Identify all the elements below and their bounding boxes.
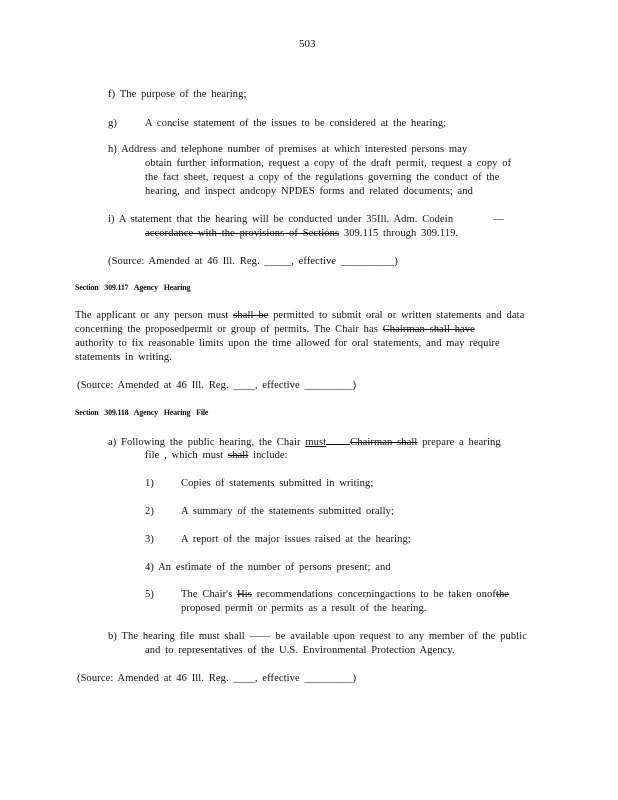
struck-text: the: [495, 589, 510, 600]
source-note-1: [108, 255, 398, 268]
item-i-dash: —: [493, 214, 504, 225]
source-effective: , effective: [254, 380, 300, 391]
source-note-2: [77, 379, 356, 392]
list-item-3-text: A report of the major issues raised at the hearing;: [181, 534, 411, 545]
text: file , which must: [145, 450, 228, 461]
struck-text: Chairman shall have: [382, 324, 475, 335]
item-i-text: i) A statement that the hearing will be conducted under 35Ill. Adm. Codein: [108, 214, 454, 225]
source-note-3: [77, 672, 356, 685]
section-118-heading: Section 309.118 Agency Hearing File: [75, 408, 209, 417]
list-item-5-line2: proposed permit or permits as a result of the hearing.: [181, 603, 427, 614]
section-117-line3: authority to fix reasonable limits upon the time allowed for oral statements, and may require: [75, 338, 500, 349]
item-i-line1: [108, 213, 504, 226]
item-h-line3: the fact sheet, request a copy of the regulations governing the conduct of the: [145, 172, 500, 183]
list-item-2-text: A summary of the statements submitted orally;: [181, 506, 395, 517]
item-f: f) The purpose of the hearing;: [108, 89, 247, 100]
item-i-line2: [145, 227, 458, 240]
inserted-text: must: [305, 437, 327, 448]
page-number: 503: [299, 38, 316, 50]
section-117-heading: Section 309.117 Agency Hearing: [75, 283, 191, 292]
list-item-4: 4) An estimate of the number of persons present; and: [145, 562, 391, 573]
section-118-b-line2: and to representatives of the U.S. Environmental Protection Agency.: [145, 645, 455, 656]
source-label: (Source: Amended at 46 Ill. Reg.: [108, 256, 260, 267]
list-item-5-line1: [181, 588, 509, 601]
text: The applicant or any person must: [75, 310, 234, 321]
text: recommendations concerningactions to be taken onof: [251, 589, 496, 600]
section-118-a-line1: [108, 435, 501, 449]
section-117-line1: [75, 309, 524, 322]
struck-text: Chairman shall: [350, 437, 418, 448]
list-item-1-label: 1): [145, 478, 154, 489]
item-h-line2: obtain further information, request a copy of the draft permit, request a copy of: [145, 158, 512, 169]
source-effective: , effective: [254, 673, 300, 684]
text: The Chair's: [181, 589, 238, 600]
item-i-sections: 309.115 through 309.119.: [339, 228, 459, 239]
struck-dash: ——: [249, 631, 271, 642]
text: be available upon request to any member of the public: [270, 631, 527, 642]
list-item-3-label: 3): [145, 534, 154, 545]
item-h-line4: hearing, and inspect andcopy NPDES forms and related documents; and: [145, 186, 473, 197]
item-h-line1: h) Address and telephone number of premises at which interested persons may: [108, 144, 468, 155]
text: b) The hearing file must shall: [108, 631, 250, 642]
struck-text: shall: [228, 450, 249, 461]
source-label: (Source: Amended at 46 Ill. Reg.: [77, 673, 229, 684]
source-blank: _________): [304, 380, 357, 391]
text: prepare a hearing: [417, 437, 501, 448]
source-blank: ____: [233, 380, 255, 391]
item-g-label: g): [108, 118, 117, 129]
struck-text: shall be: [233, 310, 269, 321]
source-blank: _________): [304, 673, 357, 684]
section-117-line4: statements in writing.: [75, 352, 172, 363]
item-g-text: A concise statement of the issues to be considered at the hearing;: [145, 118, 447, 129]
struck-text: accordance with the provisions of Sections: [145, 228, 340, 239]
section-118-b-line1: [108, 630, 527, 643]
text: concerning the proposedpermit or group of permits. The Chair has: [75, 324, 378, 335]
section-118-a-line2: [145, 449, 288, 462]
text: permitted to submit oral or written statements and data: [268, 310, 525, 321]
source-blank: __________): [340, 256, 398, 267]
text: include:: [248, 450, 288, 461]
struck-text: His: [237, 589, 252, 600]
list-item-5-label: 5): [145, 589, 154, 600]
list-item-2-label: 2): [145, 506, 154, 517]
section-117-line2: [75, 323, 475, 336]
list-item-1-text: Copies of statements submitted in writing;: [181, 478, 374, 489]
source-effective: , effective: [291, 256, 337, 267]
source-blank: ____: [233, 673, 255, 684]
text: a) Following the public hearing, the Chair: [108, 437, 306, 448]
source-label: (Source: Amended at 46 Ill. Reg.: [77, 380, 229, 391]
source-blank: _____: [264, 256, 292, 267]
